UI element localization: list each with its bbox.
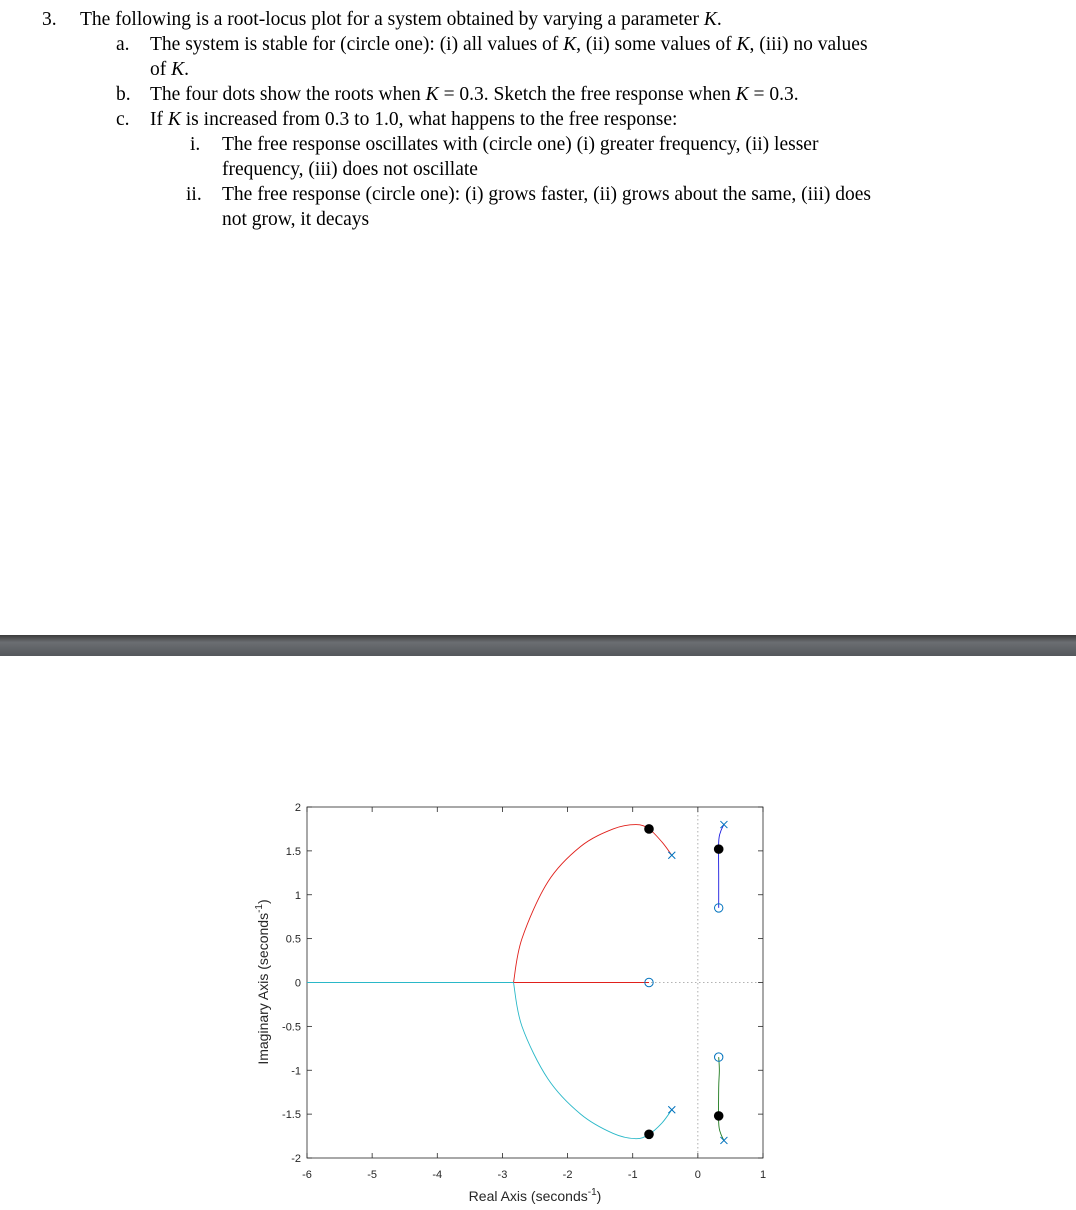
root-dot-k-0-3 — [714, 1111, 724, 1121]
root-dot-k-0-3 — [644, 824, 654, 834]
x-tick-label: -2 — [562, 1169, 573, 1181]
root-dot-k-0-3 — [714, 844, 724, 854]
pole-marker — [668, 1106, 675, 1113]
part-a-text: The system is stable for (circle one): (i) all values of K, (ii) some values of K, (iii) no values — [150, 34, 868, 55]
x-tick-label: -6 — [302, 1169, 312, 1181]
question-stem: The following is a root-locus plot for a system obtained by varying a parameter K. — [80, 9, 722, 30]
x-tick-label: -3 — [497, 1169, 508, 1181]
subpart-ii-line2: not grow, it decays — [222, 209, 370, 230]
subpart-ii-line1: The free response (circle one): (i) grows faster, (ii) grows about the same, (iii) does — [222, 184, 871, 205]
pole-marker — [720, 821, 727, 828]
subpart-i-numeral: i. — [190, 134, 201, 155]
y-tick-label: 1 — [294, 889, 301, 902]
part-a-letter: a. — [116, 34, 130, 55]
y-axis-label: Imaginary Axis (seconds$^{-1}$) — [254, 899, 271, 1065]
locus-branch-red — [514, 825, 672, 983]
x-axis-label: Real Axis (seconds$^{-1}$) — [468, 1187, 602, 1204]
y-tick-label: -1 — [291, 1065, 301, 1078]
subpart-ii-numeral: ii. — [186, 184, 202, 205]
part-b-text: The four dots show the roots when K = 0.3. Sketch the free response when K = 0.3. — [150, 84, 799, 105]
y-tick-label: 0 — [294, 977, 301, 990]
x-tick-label: 1 — [759, 1169, 767, 1181]
locus-branch-blue — [719, 825, 724, 908]
pole-marker — [720, 1137, 727, 1144]
x-tick-label: -4 — [432, 1169, 443, 1181]
question-number: 3. — [42, 9, 57, 30]
y-tick-label: -1.5 — [282, 1109, 301, 1122]
y-tick-label: 0.5 — [285, 933, 301, 946]
subpart-i-line1: The free response oscillates with (circle one) (i) greater frequency, (ii) lesser — [222, 134, 819, 155]
x-tick-label: -1 — [627, 1169, 638, 1181]
locus-branch-green — [719, 1057, 724, 1140]
y-tick-label: 1.5 — [285, 845, 301, 858]
y-tick-label: -0.5 — [282, 1021, 301, 1034]
y-tick-label: 2 — [294, 802, 301, 814]
locus-branch-cyan — [514, 983, 672, 1139]
part-c-text: If K is increased from 0.3 to 1.0, what happens to the free response: — [150, 109, 678, 130]
root-dot-k-0-3 — [644, 1130, 654, 1140]
y-tick-label: -2 — [291, 1153, 301, 1165]
x-tick-label: -5 — [367, 1169, 378, 1181]
part-c-letter: c. — [116, 109, 130, 130]
part-b-letter: b. — [116, 84, 131, 105]
part-a-text-cont: of K. — [150, 59, 190, 80]
subpart-i-line2: frequency, (iii) does not oscillate — [222, 159, 478, 180]
x-tick-label: 0 — [694, 1169, 701, 1181]
pole-marker — [668, 852, 675, 859]
